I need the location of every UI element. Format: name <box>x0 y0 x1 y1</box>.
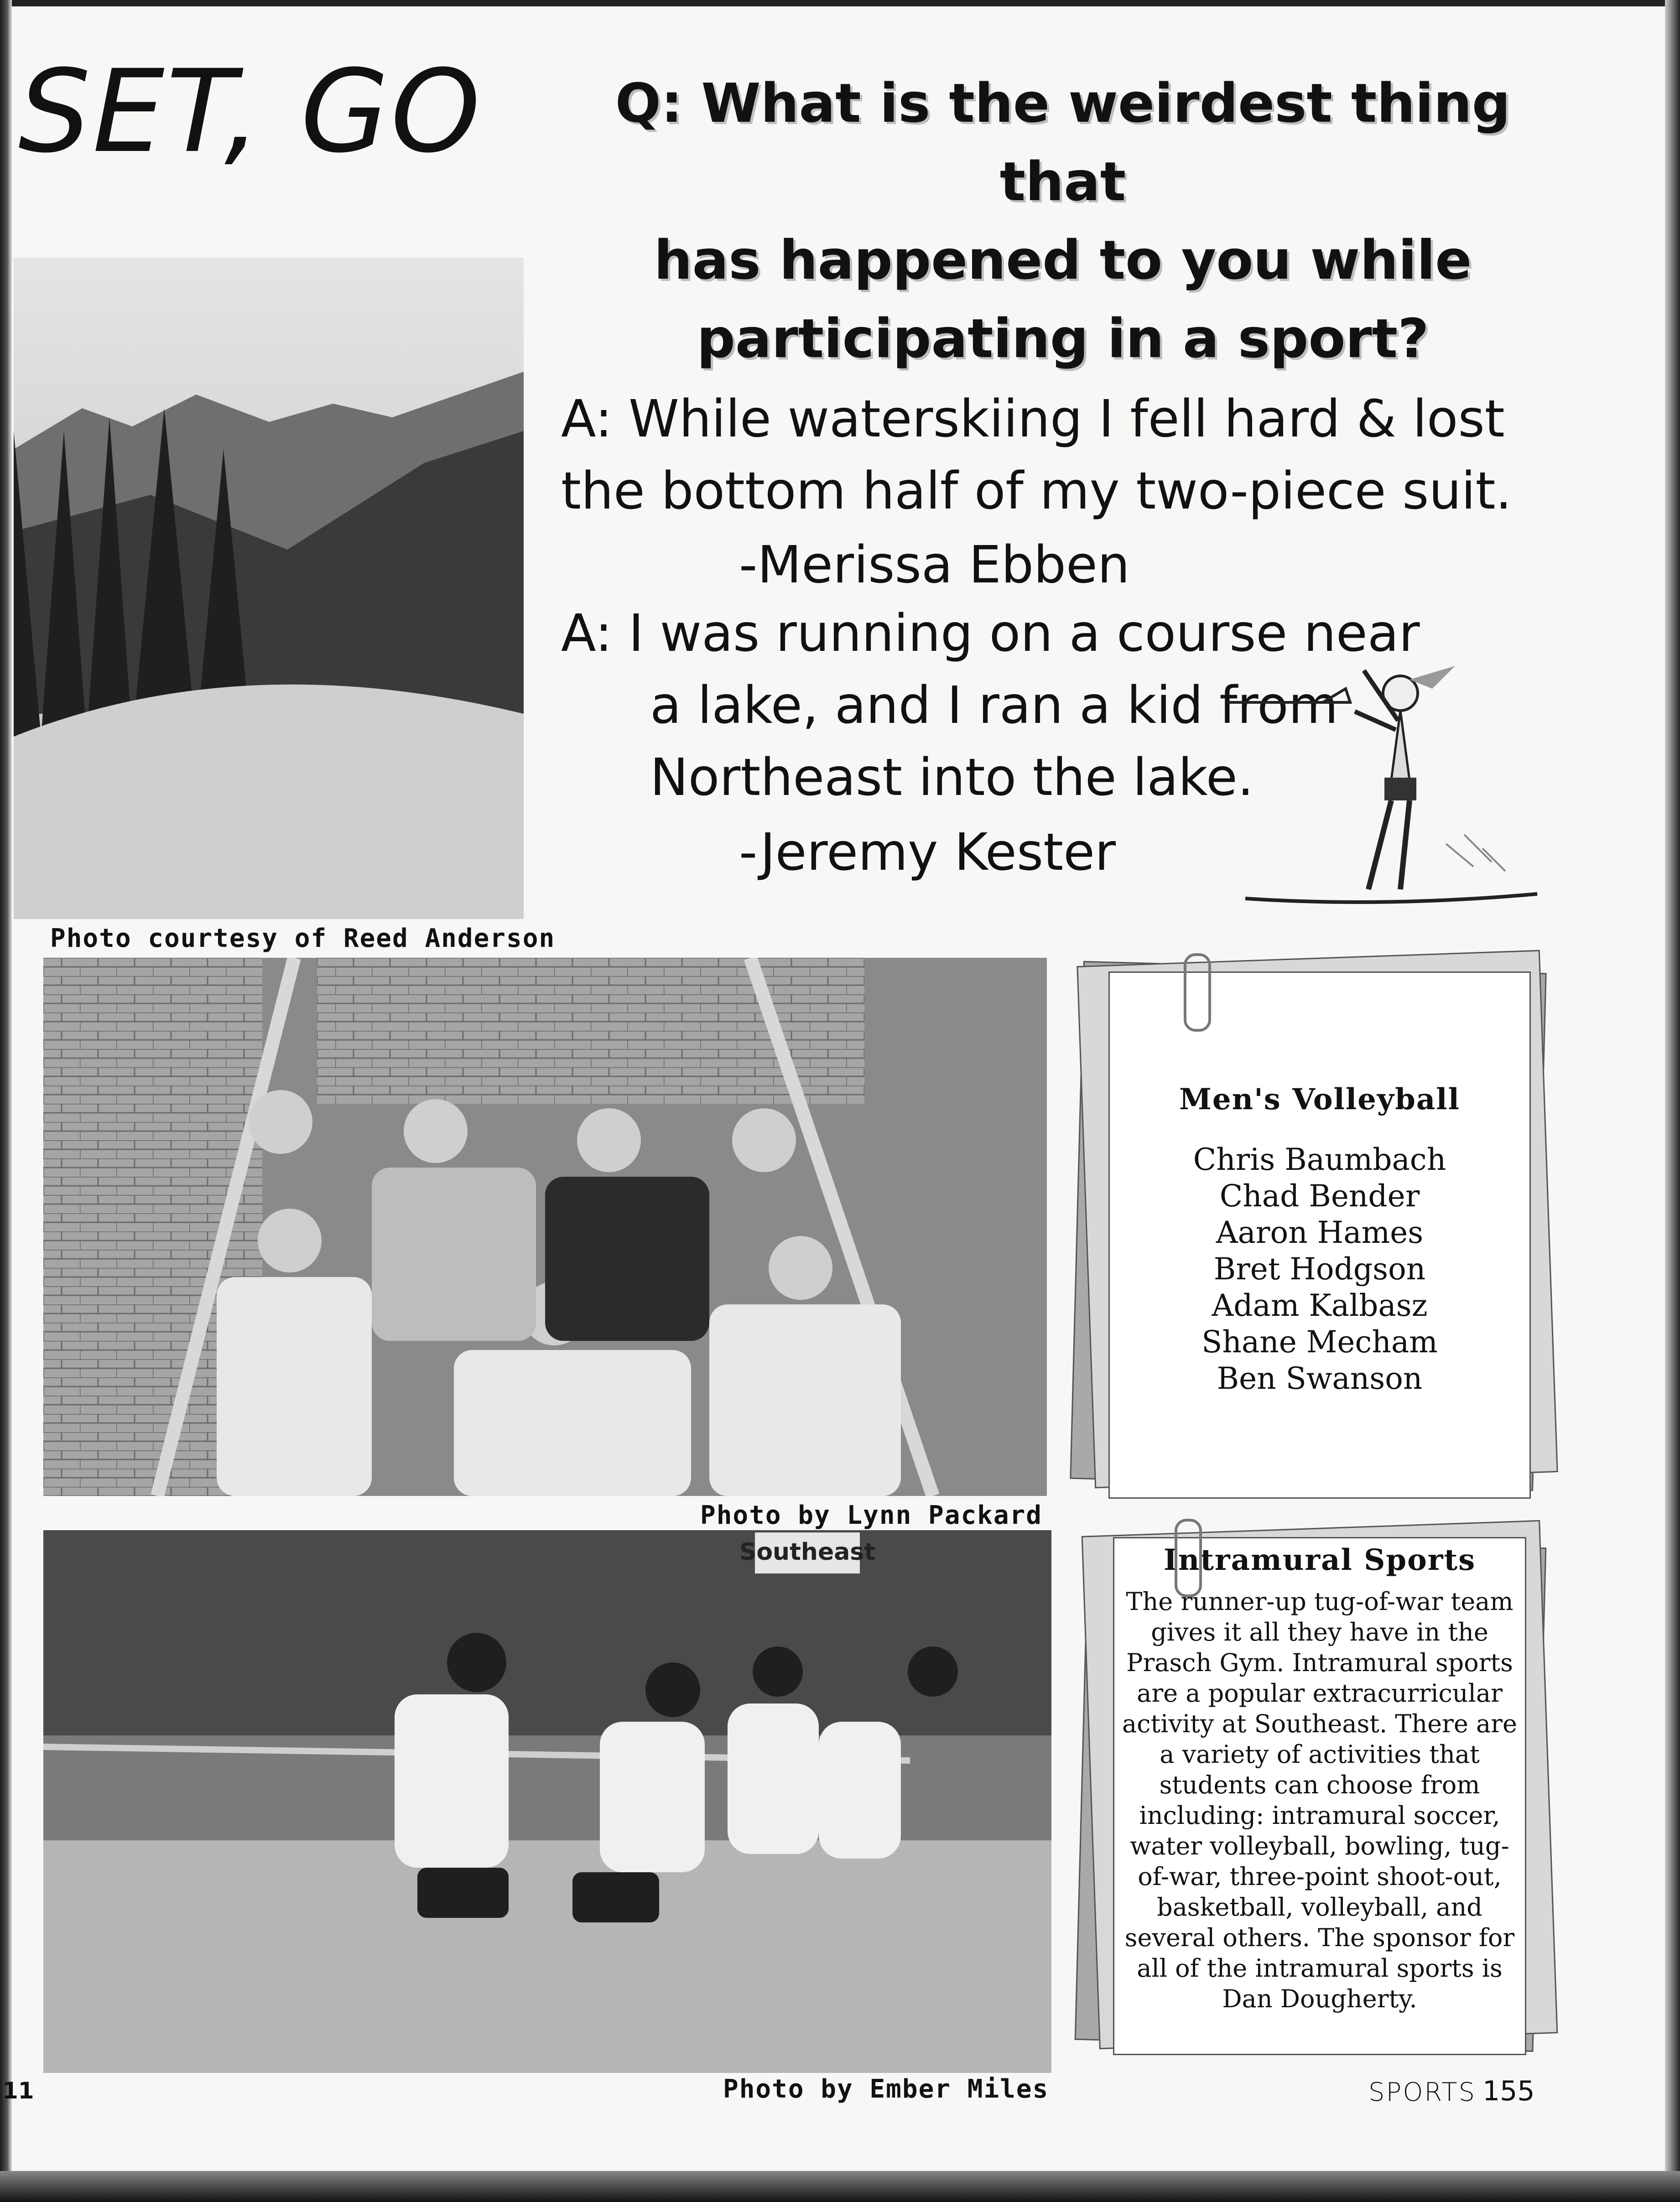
answer-line: A: I was running on a course near <box>561 604 1420 663</box>
note-body-line: all of the intramural sports is <box>1137 1954 1503 1983</box>
roster-name: Aaron Hames <box>1216 1215 1424 1250</box>
roster-name: Shane Mecham <box>1201 1324 1438 1360</box>
page-right-edge <box>1665 0 1680 2202</box>
note-title: Men's Volleyball <box>1179 1082 1460 1117</box>
page-top-edge <box>0 0 1680 6</box>
note-title: Intramural Sports <box>1163 1543 1476 1577</box>
waterskier-illustration <box>1218 652 1546 935</box>
note-body <box>1114 1586 1525 2014</box>
intramural-sports-note <box>1072 1519 1555 2080</box>
roster-name: Chris Baumbach <box>1193 1142 1446 1177</box>
roster-list <box>1110 1142 1529 1397</box>
note-paper <box>1108 971 1531 1499</box>
note-body-line: Dan Dougherty. <box>1222 1984 1417 2013</box>
page-number: 155 <box>1482 2075 1535 2107</box>
question-block <box>547 64 1578 378</box>
question-line: has happened to you while <box>654 229 1472 291</box>
roster-name: Adam Kalbasz <box>1212 1288 1428 1323</box>
photo-credit: Photo by Lynn Packard <box>700 1501 1043 1530</box>
answer-line: the bottom half of my two-piece suit. <box>561 462 1512 521</box>
note-body-line: The runner-up tug-of-war team <box>1126 1587 1514 1616</box>
answer-1 <box>561 383 1519 527</box>
roster-name: Chad Bender <box>1219 1179 1420 1214</box>
question-line: Q: What is the weirdest thing that <box>615 72 1511 213</box>
team-on-stairs-scene <box>43 958 1047 1496</box>
answer-line: a lake, and I ran a kid from <box>650 676 1338 735</box>
volleyball-roster-note <box>1072 953 1555 1528</box>
note-body-line: of-war, three-point shoot-out, <box>1138 1862 1502 1891</box>
note-body-line: a variety of activities that <box>1160 1740 1480 1769</box>
note-body-line: basketball, volleyball, and <box>1157 1893 1482 1922</box>
gym-banner-text: Southeast <box>739 1538 876 1566</box>
volleyball-team-photo <box>43 958 1047 1496</box>
roster-name: Bret Hodgson <box>1213 1252 1426 1287</box>
answer-1-author: -Merissa Ebben <box>739 535 1130 595</box>
page-binding-edge <box>0 0 12 2202</box>
tug-of-war-photo <box>43 1530 1051 2073</box>
note-body-line: students can choose from <box>1159 1771 1480 1799</box>
roster-name: Ben Swanson <box>1217 1361 1423 1396</box>
note-paper <box>1113 1537 1526 2055</box>
headline-fragment: SET, GO <box>18 45 483 178</box>
page-bottom-edge <box>0 2171 1680 2202</box>
answer-line: A: While waterskiing I fell hard & lost <box>561 390 1505 449</box>
note-body-line: gives it all they have in the <box>1151 1618 1488 1646</box>
page-side-mark: 11 <box>2 2077 34 2104</box>
note-body-line: including: intramural soccer, <box>1139 1801 1500 1830</box>
tug-of-war-scene <box>43 1530 1051 2073</box>
paper-clip-icon <box>1184 953 1211 1032</box>
note-body-line: are a popular extracurricular <box>1137 1679 1503 1708</box>
mountain-photo <box>14 258 524 919</box>
paper-clip-icon <box>1175 1519 1202 1597</box>
question-line: participating in a sport? <box>697 307 1429 370</box>
photo-credit: Photo courtesy of Reed Anderson <box>50 924 556 953</box>
note-body-line: activity at Southeast. There are <box>1122 1709 1517 1738</box>
mountain-scene <box>14 258 524 919</box>
section-label: SPORTS <box>1368 2077 1476 2107</box>
note-body-line: several others. The sponsor for <box>1124 1923 1515 1952</box>
answer-2-author: -Jeremy Kester <box>739 823 1116 882</box>
note-body-line: water volleyball, bowling, tug- <box>1130 1832 1509 1860</box>
note-body-line: Prasch Gym. Intramural sports <box>1126 1648 1513 1677</box>
photo-credit: Photo by Ember Miles <box>723 2074 1049 2104</box>
answer-line: Northeast into the lake. <box>650 748 1254 807</box>
